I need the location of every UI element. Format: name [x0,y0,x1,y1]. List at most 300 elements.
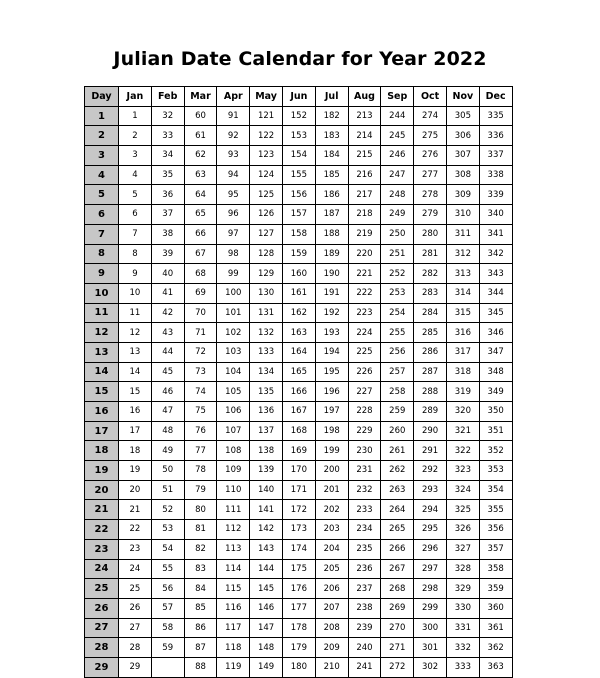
julian-date-cell: 152 [282,106,315,126]
julian-date-cell: 318 [446,362,479,382]
julian-date-cell: 94 [217,165,250,185]
julian-date-cell: 180 [282,657,315,677]
julian-date-cell: 161 [282,283,315,303]
julian-date-cell: 118 [217,638,250,658]
julian-date-cell: 232 [348,480,381,500]
day-number-cell: 17 [85,421,119,441]
julian-date-cell: 133 [250,342,283,362]
julian-date-cell: 132 [250,323,283,343]
julian-date-cell: 315 [446,303,479,323]
julian-date-cell: 344 [479,283,512,303]
julian-date-cell: 299 [414,598,447,618]
table-row [85,500,513,520]
julian-date-cell: 128 [250,244,283,264]
julian-date-cell: 333 [446,657,479,677]
table-row [85,283,513,303]
julian-date-cell: 104 [217,362,250,382]
julian-date-cell: 40 [151,264,184,284]
julian-date-cell: 138 [250,441,283,461]
julian-date-cell: 129 [250,264,283,284]
julian-date-cell: 300 [414,618,447,638]
julian-date-cell: 36 [151,185,184,205]
julian-date-cell: 296 [414,539,447,559]
julian-date-cell: 327 [446,539,479,559]
day-number-cell: 26 [85,598,119,618]
julian-date-cell: 23 [119,539,152,559]
table-row [85,559,513,579]
julian-date-cell: 124 [250,165,283,185]
julian-date-cell: 270 [381,618,414,638]
julian-date-cell: 317 [446,342,479,362]
julian-date-cell: 297 [414,559,447,579]
julian-date-cell: 307 [446,146,479,166]
julian-date-cell: 26 [119,598,152,618]
julian-date-cell: 290 [414,421,447,441]
julian-date-cell: 131 [250,303,283,323]
julian-date-cell: 298 [414,579,447,599]
julian-date-cell: 187 [315,205,348,225]
julian-date-cell: 267 [381,559,414,579]
julian-date-cell: 245 [381,126,414,146]
julian-date-cell: 281 [414,244,447,264]
julian-date-cell: 259 [381,402,414,422]
table-row [85,480,513,500]
julian-date-cell: 248 [381,185,414,205]
table-row [85,205,513,225]
day-number-cell: 10 [85,283,119,303]
column-header-jun: Jun [282,87,315,107]
julian-date-cell: 29 [119,657,152,677]
julian-date-cell: 280 [414,224,447,244]
julian-date-cell: 115 [217,579,250,599]
julian-date-cell: 251 [381,244,414,264]
julian-date-cell: 269 [381,598,414,618]
julian-date-cell: 279 [414,205,447,225]
table-body [85,106,513,677]
julian-date-cell: 301 [414,638,447,658]
table-row [85,421,513,441]
julian-date-cell: 166 [282,382,315,402]
julian-date-cell: 95 [217,185,250,205]
table-row [85,598,513,618]
julian-date-cell: 109 [217,461,250,481]
julian-date-cell: 114 [217,559,250,579]
column-header-dec: Dec [479,87,512,107]
julian-date-cell: 37 [151,205,184,225]
julian-date-cell: 264 [381,500,414,520]
julian-date-cell: 14 [119,362,152,382]
julian-date-cell: 62 [184,146,217,166]
julian-date-cell: 5 [119,185,152,205]
julian-date-cell: 201 [315,480,348,500]
julian-calendar-table [84,86,513,678]
julian-date-cell: 235 [348,539,381,559]
julian-date-cell: 137 [250,421,283,441]
julian-date-cell: 68 [184,264,217,284]
julian-date-cell: 49 [151,441,184,461]
day-number-cell: 11 [85,303,119,323]
julian-date-cell: 47 [151,402,184,422]
julian-date-cell: 204 [315,539,348,559]
julian-date-cell: 53 [151,520,184,540]
julian-date-cell: 136 [250,402,283,422]
julian-date-cell: 121 [250,106,283,126]
julian-date-cell: 87 [184,638,217,658]
julian-date-cell: 219 [348,224,381,244]
julian-date-cell: 287 [414,362,447,382]
julian-date-cell: 263 [381,480,414,500]
julian-date-cell: 71 [184,323,217,343]
julian-date-cell: 106 [217,402,250,422]
julian-date-cell: 358 [479,559,512,579]
julian-date-cell: 359 [479,579,512,599]
julian-date-cell: 140 [250,480,283,500]
julian-date-cell: 83 [184,559,217,579]
julian-date-cell: 143 [250,539,283,559]
julian-date-cell: 241 [348,657,381,677]
julian-date-cell: 348 [479,362,512,382]
julian-date-cell: 353 [479,461,512,481]
julian-date-cell: 293 [414,480,447,500]
julian-date-cell: 149 [250,657,283,677]
julian-date-cell: 324 [446,480,479,500]
julian-date-cell: 1 [119,106,152,126]
julian-date-cell: 197 [315,402,348,422]
julian-date-cell: 257 [381,362,414,382]
julian-date-cell: 295 [414,520,447,540]
day-number-cell: 3 [85,146,119,166]
julian-date-cell: 189 [315,244,348,264]
julian-date-cell: 7 [119,224,152,244]
julian-date-cell: 331 [446,618,479,638]
day-number-cell: 28 [85,638,119,658]
column-header-apr: Apr [217,87,250,107]
julian-date-cell: 261 [381,441,414,461]
julian-date-cell: 98 [217,244,250,264]
julian-date-cell: 278 [414,185,447,205]
julian-date-cell: 158 [282,224,315,244]
julian-date-cell: 244 [381,106,414,126]
julian-date-cell: 11 [119,303,152,323]
julian-date-cell: 125 [250,185,283,205]
julian-date-cell: 43 [151,323,184,343]
julian-date-cell: 45 [151,362,184,382]
julian-date-cell: 86 [184,618,217,638]
julian-date-cell: 332 [446,638,479,658]
day-number-cell: 1 [85,106,119,126]
julian-date-cell: 222 [348,283,381,303]
julian-date-cell: 274 [414,106,447,126]
julian-date-cell: 231 [348,461,381,481]
julian-date-cell: 223 [348,303,381,323]
julian-date-cell: 198 [315,421,348,441]
julian-date-cell: 195 [315,362,348,382]
julian-date-cell: 308 [446,165,479,185]
julian-date-cell: 284 [414,303,447,323]
day-number-cell: 12 [85,323,119,343]
day-number-cell: 14 [85,362,119,382]
julian-date-cell: 215 [348,146,381,166]
julian-date-cell: 100 [217,283,250,303]
julian-date-cell: 145 [250,579,283,599]
julian-date-cell: 217 [348,185,381,205]
julian-date-cell: 346 [479,323,512,343]
day-number-cell: 16 [85,402,119,422]
julian-date-cell: 27 [119,618,152,638]
julian-date-cell: 77 [184,441,217,461]
julian-date-cell: 330 [446,598,479,618]
julian-date-cell: 60 [184,106,217,126]
julian-date-cell: 192 [315,303,348,323]
julian-date-cell: 72 [184,342,217,362]
julian-date-cell: 111 [217,500,250,520]
julian-date-cell: 79 [184,480,217,500]
column-header-sep: Sep [381,87,414,107]
julian-date-cell: 288 [414,382,447,402]
julian-date-cell: 237 [348,579,381,599]
julian-date-cell: 139 [250,461,283,481]
julian-date-cell: 345 [479,303,512,323]
julian-date-cell: 320 [446,402,479,422]
julian-date-cell: 312 [446,244,479,264]
julian-date-cell: 213 [348,106,381,126]
julian-date-cell: 20 [119,480,152,500]
julian-date-cell: 8 [119,244,152,264]
julian-date-cell: 122 [250,126,283,146]
julian-date-cell: 108 [217,441,250,461]
julian-date-cell: 194 [315,342,348,362]
table-row [85,342,513,362]
column-header-oct: Oct [414,87,447,107]
day-number-cell: 6 [85,205,119,225]
julian-date-cell: 228 [348,402,381,422]
julian-date-cell: 17 [119,421,152,441]
julian-date-cell: 361 [479,618,512,638]
julian-date-cell: 357 [479,539,512,559]
day-number-cell: 21 [85,500,119,520]
julian-date-cell: 50 [151,461,184,481]
julian-date-cell: 227 [348,382,381,402]
julian-date-cell: 254 [381,303,414,323]
julian-date-cell: 66 [184,224,217,244]
julian-date-cell: 163 [282,323,315,343]
julian-date-cell: 148 [250,638,283,658]
julian-date-cell: 75 [184,402,217,422]
julian-date-cell: 313 [446,264,479,284]
julian-date-cell: 64 [184,185,217,205]
julian-date-cell: 351 [479,421,512,441]
day-number-cell: 2 [85,126,119,146]
julian-date-cell: 218 [348,205,381,225]
julian-date-cell: 84 [184,579,217,599]
julian-date-cell: 260 [381,421,414,441]
julian-date-cell: 360 [479,598,512,618]
julian-date-cell: 252 [381,264,414,284]
page-title: Julian Date Calendar for Year 2022 [113,48,487,70]
table-row [85,657,513,677]
day-number-cell: 25 [85,579,119,599]
julian-date-cell: 207 [315,598,348,618]
day-number-cell: 18 [85,441,119,461]
table-row [85,382,513,402]
julian-date-cell: 305 [446,106,479,126]
julian-date-cell: 347 [479,342,512,362]
julian-date-cell: 206 [315,579,348,599]
julian-date-cell: 96 [217,205,250,225]
julian-date-cell: 258 [381,382,414,402]
julian-date-cell: 25 [119,579,152,599]
julian-date-cell: 277 [414,165,447,185]
julian-date-cell: 179 [282,638,315,658]
julian-date-cell: 3 [119,146,152,166]
julian-date-cell: 146 [250,598,283,618]
julian-date-cell: 42 [151,303,184,323]
julian-date-cell: 271 [381,638,414,658]
julian-date-cell: 229 [348,421,381,441]
julian-date-cell: 88 [184,657,217,677]
table-row [85,539,513,559]
julian-date-cell: 319 [446,382,479,402]
julian-date-cell: 216 [348,165,381,185]
julian-date-cell: 238 [348,598,381,618]
julian-date-cell: 246 [381,146,414,166]
julian-date-cell: 13 [119,342,152,362]
julian-date-cell: 154 [282,146,315,166]
julian-date-cell: 123 [250,146,283,166]
julian-date-cell: 51 [151,480,184,500]
day-number-cell: 24 [85,559,119,579]
julian-date-cell: 325 [446,500,479,520]
table-row [85,244,513,264]
julian-date-cell: 239 [348,618,381,638]
julian-date-cell: 272 [381,657,414,677]
table-row [85,520,513,540]
julian-date-cell: 38 [151,224,184,244]
julian-date-cell: 144 [250,559,283,579]
julian-date-cell: 314 [446,283,479,303]
julian-date-cell: 117 [217,618,250,638]
julian-date-cell: 35 [151,165,184,185]
day-number-cell: 13 [85,342,119,362]
julian-date-cell: 262 [381,461,414,481]
julian-date-cell: 10 [119,283,152,303]
julian-date-cell: 78 [184,461,217,481]
column-header-jan: Jan [119,87,152,107]
julian-date-cell: 321 [446,421,479,441]
julian-date-cell: 168 [282,421,315,441]
julian-date-cell: 61 [184,126,217,146]
julian-date-cell: 184 [315,146,348,166]
julian-date-cell: 210 [315,657,348,677]
julian-date-cell: 362 [479,638,512,658]
julian-date-cell: 80 [184,500,217,520]
julian-date-cell: 285 [414,323,447,343]
julian-date-cell: 67 [184,244,217,264]
julian-date-cell: 356 [479,520,512,540]
julian-date-cell: 167 [282,402,315,422]
julian-date-cell: 193 [315,323,348,343]
table-row [85,362,513,382]
day-number-cell: 15 [85,382,119,402]
day-number-cell: 9 [85,264,119,284]
julian-date-cell: 160 [282,264,315,284]
julian-date-cell: 196 [315,382,348,402]
julian-date-cell: 190 [315,264,348,284]
julian-date-cell: 316 [446,323,479,343]
julian-date-cell: 220 [348,244,381,264]
julian-date-cell: 355 [479,500,512,520]
julian-date-cell: 275 [414,126,447,146]
julian-date-cell: 186 [315,185,348,205]
julian-date-cell: 335 [479,106,512,126]
julian-date-cell: 93 [217,146,250,166]
julian-date-cell: 322 [446,441,479,461]
table-row [85,461,513,481]
julian-date-cell: 82 [184,539,217,559]
julian-date-cell: 59 [151,638,184,658]
table-row [85,146,513,166]
julian-date-cell: 291 [414,441,447,461]
julian-date-cell: 249 [381,205,414,225]
julian-date-cell: 164 [282,342,315,362]
julian-date-cell: 178 [282,618,315,638]
column-header-mar: Mar [184,87,217,107]
day-number-cell: 20 [85,480,119,500]
column-header-feb: Feb [151,87,184,107]
julian-date-cell: 265 [381,520,414,540]
julian-date-cell: 283 [414,283,447,303]
julian-date-cell: 205 [315,559,348,579]
julian-date-cell: 172 [282,500,315,520]
julian-date-cell: 171 [282,480,315,500]
julian-date-cell: 65 [184,205,217,225]
julian-date-cell: 306 [446,126,479,146]
day-number-cell: 7 [85,224,119,244]
julian-date-cell: 350 [479,402,512,422]
julian-date-cell: 55 [151,559,184,579]
julian-date-cell: 200 [315,461,348,481]
julian-date-cell: 16 [119,402,152,422]
julian-date-cell: 183 [315,126,348,146]
julian-date-cell: 57 [151,598,184,618]
julian-date-cell: 33 [151,126,184,146]
table-row [85,165,513,185]
julian-date-cell: 73 [184,362,217,382]
julian-date-cell: 175 [282,559,315,579]
julian-date-cell: 326 [446,520,479,540]
julian-date-cell: 225 [348,342,381,362]
julian-date-cell: 142 [250,520,283,540]
table-row [85,126,513,146]
julian-date-cell: 119 [217,657,250,677]
julian-date-cell: 336 [479,126,512,146]
julian-date-cell: 85 [184,598,217,618]
julian-date-cell: 255 [381,323,414,343]
julian-date-cell: 92 [217,126,250,146]
table-row [85,618,513,638]
julian-date-cell: 328 [446,559,479,579]
julian-date-cell: 174 [282,539,315,559]
julian-date-cell: 28 [119,638,152,658]
julian-date-cell: 282 [414,264,447,284]
julian-date-cell: 311 [446,224,479,244]
julian-date-cell: 329 [446,579,479,599]
julian-date-cell: 173 [282,520,315,540]
julian-date-cell: 41 [151,283,184,303]
julian-date-cell: 188 [315,224,348,244]
julian-date-cell: 101 [217,303,250,323]
julian-date-cell: 224 [348,323,381,343]
